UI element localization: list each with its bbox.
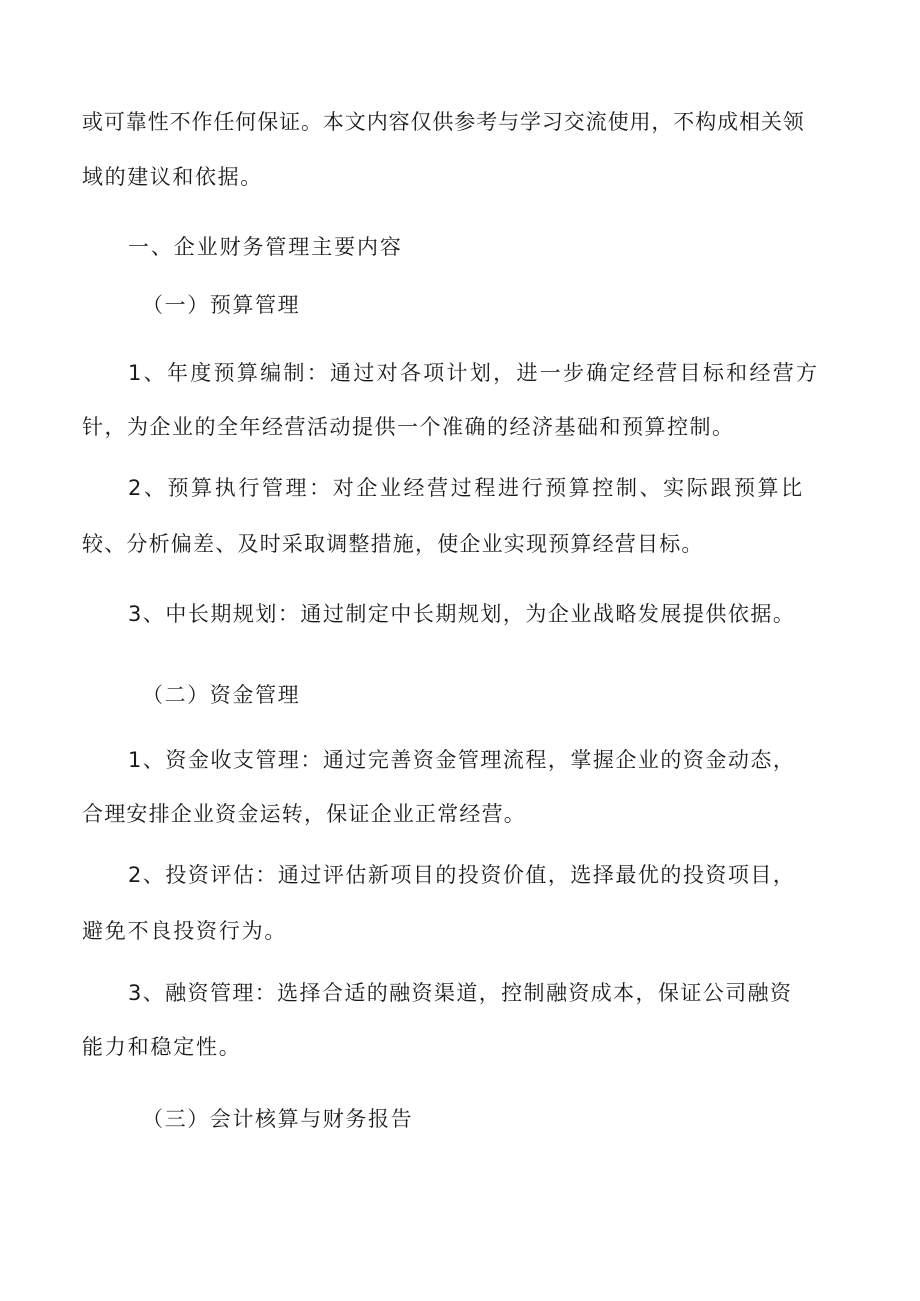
disclaimer-line-2: 域的建议和依据。 xyxy=(82,165,263,189)
funds-item-3-line-2: 能力和稳定性。 xyxy=(82,1035,242,1059)
section-heading: 一、企业财务管理主要内容 xyxy=(128,235,403,259)
funds-item-2-line-1: 2、投资评估：通过评估新项目的投资价值，选择最优的投资项目， xyxy=(128,863,796,887)
funds-item-1-line-2: 合理安排企业资金运转，保证企业正常经营。 xyxy=(82,802,526,826)
subsection-heading-budget: （一）预算管理 xyxy=(142,293,301,317)
subsection-heading-funds: （二）资金管理 xyxy=(142,683,301,707)
budget-item-3: 3、中长期规划：通过制定中长期规划，为企业战略发展提供依据。 xyxy=(128,602,796,626)
subsection-heading-accounting: （三）会计核算与财务报告 xyxy=(142,1107,414,1131)
funds-item-3-line-1: 3、融资管理：选择合适的融资渠道，控制融资成本，保证公司融资 xyxy=(128,981,793,1005)
budget-item-1-line-1: 1、年度预算编制：通过对各项计划，进一步确定经营目标和经营方 xyxy=(128,361,820,385)
budget-item-2-line-1: 2、预算执行管理：对企业经营过程进行预算控制、实际跟预算比 xyxy=(128,476,805,500)
budget-item-2-line-2: 较、分析偏差、及时采取调整措施，使企业实现预算经营目标。 xyxy=(82,532,704,556)
funds-item-2-line-2: 避免不良投资行为。 xyxy=(82,919,288,943)
budget-item-1-line-2: 针，为企业的全年经营活动提供一个准确的经济基础和预算控制。 xyxy=(82,415,735,439)
disclaimer-line-1: 或可靠性不作任何保证。本文内容仅供参考与学习交流使用，不构成相关领 xyxy=(82,110,805,134)
funds-item-1-line-1: 1、资金收支管理：通过完善资金管理流程，掌握企业的资金动态， xyxy=(128,748,796,772)
